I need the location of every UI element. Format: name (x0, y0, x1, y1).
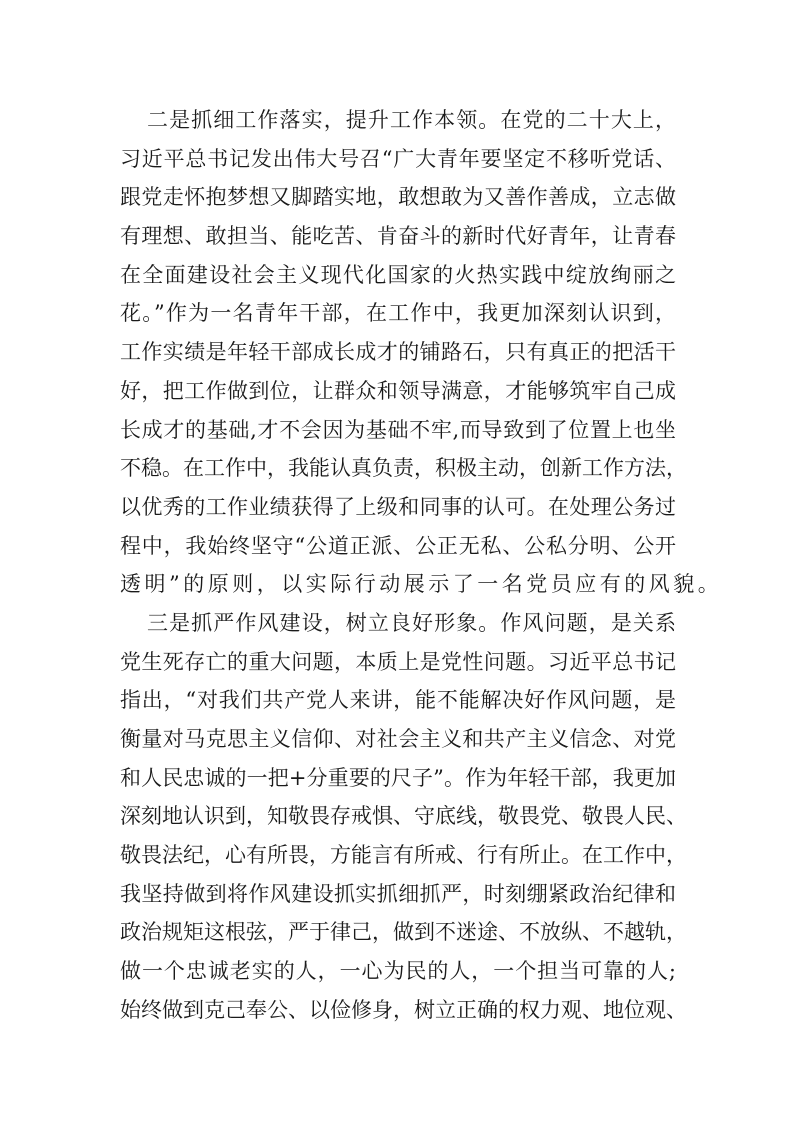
text-line: 敬畏法纪，心有所畏，方能言有所戒、行有所止。在工作中， (120, 843, 687, 868)
text-line: 有理想、敢担当、能吃苦、肯奋斗的新时代好青年，让青春 (120, 224, 676, 249)
text-line: 花。”作为一名青年干部，在工作中，我更加深刻认识到， (120, 301, 676, 326)
paragraph-2 (120, 101, 723, 604)
text-line: 工作实绩是年轻干部成长成才的铺路石，只有真正的把活干 (120, 340, 676, 365)
text-line: 政治规矩这根弦，严于律己，做到不迷途、不放纵、不越轨， (120, 920, 687, 945)
text-line: 在全面建设社会主义现代化国家的火热实践中绽放绚丽之 (120, 262, 676, 287)
text-line: 好，把工作做到位，让群众和领导满意，才能够筑牢自己成 (120, 378, 676, 403)
text-line: 不稳。在工作中，我能认真负责，积极主动，创新工作方法， (120, 456, 687, 481)
text-line: 三是抓严作风建设，树立良好形象。作风问题，是关系 (147, 610, 676, 635)
document-page (120, 101, 723, 1030)
text-line: 长成才的基础,才不会因为基础不牢,而导致到了位置上也坐 (120, 417, 676, 442)
text-line: 习近平总书记发出伟大号召“广大青年要坚定不移听党话、 (120, 146, 676, 171)
text-line: 和人民忠诚的一把+分重要的尺子”。作为年轻干部，我更加 (120, 765, 676, 790)
text-line: 党生死存亡的重大问题，本质上是党性问题。习近平总书记 (120, 649, 676, 674)
text-line: 始终做到克己奉公、以俭修身，树立正确的权力观、地位观、 (120, 997, 687, 1022)
text-line: 衡量对马克思主义信仰、对社会主义和共产主义信念、对党 (120, 727, 676, 751)
text-line: 我坚持做到将作风建设抓实抓细抓严，时刻绷紧政治纪律和 (120, 881, 676, 906)
text-line: 深刻地认识到，知敬畏存戒惧、守底线，敬畏党、敬畏人民、 (120, 804, 687, 829)
paragraph-3 (120, 604, 687, 1030)
text-line: 程中，我始终坚守“公道正派、公正无私、公私分明、公开 (120, 533, 676, 558)
text-line: 指出，“对我们共产党人来讲，能不能解决好作风问题，是 (120, 688, 676, 713)
text-line: 以优秀的工作业绩获得了上级和同事的认可。在处理公务过 (120, 494, 676, 519)
text-line: 跟党走怀抱梦想又脚踏实地，敢想敢为又善作善成，立志做 (120, 185, 676, 210)
text-line: 透明”的原则，以实际行动展示了一名党员应有的风貌。 (120, 572, 723, 597)
text-line: 二是抓细工作落实，提升工作本领。在党的二十大上， (147, 108, 676, 132)
text-line: 做一个忠诚老实的人，一心为民的人，一个担当可靠的人; (120, 959, 676, 984)
